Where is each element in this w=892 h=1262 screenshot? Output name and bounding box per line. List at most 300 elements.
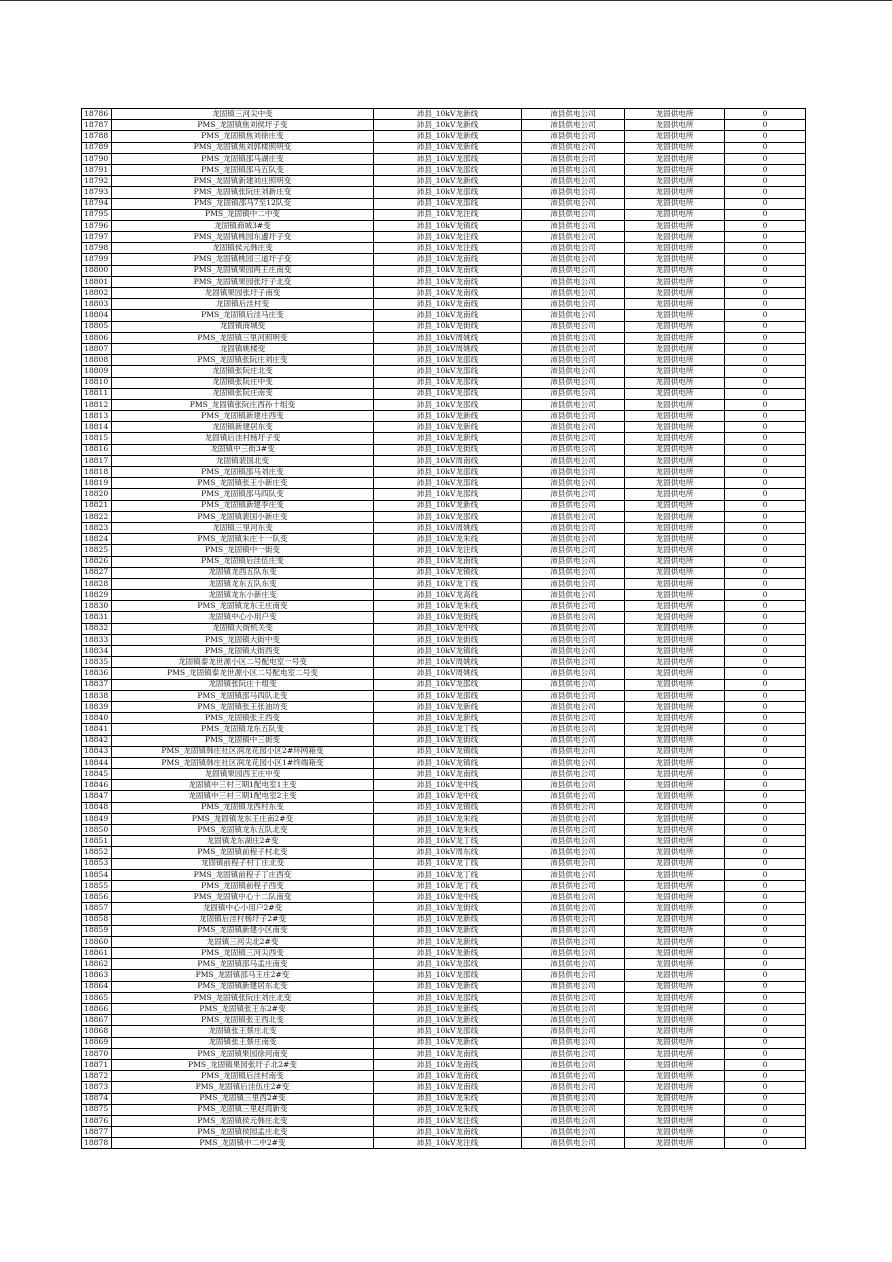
table-row xyxy=(82,634,806,645)
transformer-name-cell: 龙固镇张阮庄十组变 xyxy=(112,679,374,690)
transformer-name-cell: 龙固镇张王蔡庄北变 xyxy=(112,1026,374,1037)
value-cell: 0 xyxy=(725,556,806,567)
row-id-cell: 18812 xyxy=(82,399,112,410)
row-id-cell: 18819 xyxy=(82,478,112,489)
company-cell: 沛县供电公司 xyxy=(522,109,625,120)
office-cell: 龙固供电所 xyxy=(625,623,725,634)
row-id-cell: 18834 xyxy=(82,646,112,657)
table-row xyxy=(82,500,806,511)
feeder-line-cell: 沛县_10kV龙新线 xyxy=(374,411,522,422)
office-cell: 龙固供电所 xyxy=(625,299,725,310)
row-id-cell: 18866 xyxy=(82,1004,112,1015)
company-cell: 沛县供电公司 xyxy=(522,836,625,847)
row-id-cell: 18827 xyxy=(82,567,112,578)
company-cell: 沛县供电公司 xyxy=(522,880,625,891)
value-cell: 0 xyxy=(725,198,806,209)
row-id-cell: 18867 xyxy=(82,1015,112,1026)
value-cell: 0 xyxy=(725,1026,806,1037)
row-id-cell: 18858 xyxy=(82,914,112,925)
office-cell: 龙固供电所 xyxy=(625,679,725,690)
value-cell: 0 xyxy=(725,836,806,847)
transformer-name-cell: PMS_龙固镇后洼伍庄变 xyxy=(112,556,374,567)
company-cell: 沛县供电公司 xyxy=(522,276,625,287)
feeder-line-cell: 沛县_10kV龙邵线 xyxy=(374,366,522,377)
feeder-line-cell: 沛县_10kV龙邵线 xyxy=(374,489,522,500)
transformer-name-cell: PMS_龙固镇中心十二队南变 xyxy=(112,892,374,903)
transformer-name-cell: 龙固镇商城变 xyxy=(112,321,374,332)
value-cell: 0 xyxy=(725,679,806,690)
feeder-line-cell: 沛县_10kV龙邵线 xyxy=(374,970,522,981)
table-row xyxy=(82,780,806,791)
office-cell: 龙固供电所 xyxy=(625,209,725,220)
row-id-cell: 18837 xyxy=(82,679,112,690)
row-id-cell: 18870 xyxy=(82,1048,112,1059)
row-id-cell: 18876 xyxy=(82,1115,112,1126)
transformer-name-cell: 龙固镇后洼村变 xyxy=(112,299,374,310)
row-id-cell: 18811 xyxy=(82,388,112,399)
table-row xyxy=(82,332,806,343)
row-id-cell: 18844 xyxy=(82,757,112,768)
table-row xyxy=(82,220,806,231)
feeder-line-cell: 沛县_10kV龙邵线 xyxy=(374,164,522,175)
office-cell: 龙固供电所 xyxy=(625,411,725,422)
transformer-name-cell: PMS_龙固镇龙西村东变 xyxy=(112,802,374,813)
value-cell: 0 xyxy=(725,769,806,780)
transformer-name-cell: PMS_龙固镇果园张圩子北2#变 xyxy=(112,1059,374,1070)
office-cell: 龙固供电所 xyxy=(625,701,725,712)
company-cell: 沛县供电公司 xyxy=(522,746,625,757)
office-cell: 龙固供电所 xyxy=(625,556,725,567)
feeder-line-cell: 沛县_10kV龙新线 xyxy=(374,1004,522,1015)
table-row xyxy=(82,444,806,455)
feeder-line-cell: 沛县_10kV龙镇线 xyxy=(374,802,522,813)
company-cell: 沛县供电公司 xyxy=(522,679,625,690)
row-id-cell: 18791 xyxy=(82,164,112,175)
value-cell: 0 xyxy=(725,1037,806,1048)
value-cell: 0 xyxy=(725,455,806,466)
company-cell: 沛县供电公司 xyxy=(522,332,625,343)
row-id-cell: 18859 xyxy=(82,925,112,936)
company-cell: 沛县供电公司 xyxy=(522,164,625,175)
value-cell: 0 xyxy=(725,355,806,366)
table-row xyxy=(82,668,806,679)
feeder-line-cell: 沛县_10kV龙南线 xyxy=(374,1082,522,1093)
value-cell: 0 xyxy=(725,422,806,433)
office-cell: 龙固供电所 xyxy=(625,802,725,813)
value-cell: 0 xyxy=(725,511,806,522)
office-cell: 龙固供电所 xyxy=(625,310,725,321)
value-cell: 0 xyxy=(725,411,806,422)
feeder-line-cell: 沛县_10kV龙新线 xyxy=(374,936,522,947)
office-cell: 龙固供电所 xyxy=(625,1026,725,1037)
table-row xyxy=(82,925,806,936)
transformer-name-cell: 龙固镇姚楼变 xyxy=(112,343,374,354)
feeder-line-cell: 沛县_10kV周姚线 xyxy=(374,668,522,679)
row-id-cell: 18829 xyxy=(82,590,112,601)
row-id-cell: 18804 xyxy=(82,310,112,321)
office-cell: 龙固供电所 xyxy=(625,724,725,735)
company-cell: 沛县供电公司 xyxy=(522,254,625,265)
value-cell: 0 xyxy=(725,310,806,321)
value-cell: 0 xyxy=(725,534,806,545)
office-cell: 龙固供电所 xyxy=(625,276,725,287)
row-id-cell: 18799 xyxy=(82,254,112,265)
transformer-name-cell: 龙固镇张王蔡庄南变 xyxy=(112,1037,374,1048)
feeder-line-cell: 沛县_10kV龙邵线 xyxy=(374,478,522,489)
table-row xyxy=(82,735,806,746)
transformer-name-cell: PMS_龙固镇新建居东北变 xyxy=(112,981,374,992)
office-cell: 龙固供电所 xyxy=(625,321,725,332)
row-id-cell: 18847 xyxy=(82,791,112,802)
table-row xyxy=(82,265,806,276)
feeder-line-cell: 沛县_10kV龙注线 xyxy=(374,1115,522,1126)
table-row xyxy=(82,1138,806,1149)
transformer-name-cell: PMS_龙固镇龙东王庄南2#变 xyxy=(112,813,374,824)
table-row xyxy=(82,1048,806,1059)
office-cell: 龙固供电所 xyxy=(625,1104,725,1115)
transformer-name-cell: PMS_龙固镇前程子丁庄西变 xyxy=(112,869,374,880)
company-cell: 沛县供电公司 xyxy=(522,433,625,444)
transformer-name-cell: PMS_龙固镇中二中变 xyxy=(112,209,374,220)
table-row xyxy=(82,467,806,478)
company-cell: 沛县供电公司 xyxy=(522,948,625,959)
company-cell: 沛县供电公司 xyxy=(522,131,625,142)
table-row xyxy=(82,690,806,701)
office-cell: 龙固供电所 xyxy=(625,959,725,970)
office-cell: 龙固供电所 xyxy=(625,757,725,768)
office-cell: 龙固供电所 xyxy=(625,1138,725,1149)
table-row xyxy=(82,422,806,433)
company-cell: 沛县供电公司 xyxy=(522,388,625,399)
office-cell: 龙固供电所 xyxy=(625,500,725,511)
table-row xyxy=(82,869,806,880)
value-cell: 0 xyxy=(725,578,806,589)
company-cell: 沛县供电公司 xyxy=(522,825,625,836)
value-cell: 0 xyxy=(725,1015,806,1026)
office-cell: 龙固供电所 xyxy=(625,668,725,679)
company-cell: 沛县供电公司 xyxy=(522,1071,625,1082)
office-cell: 龙固供电所 xyxy=(625,254,725,265)
transformer-name-cell: 龙固镇泰龙世源小区二号配电室一号变 xyxy=(112,657,374,668)
office-cell: 龙固供电所 xyxy=(625,1071,725,1082)
feeder-line-cell: 沛县_10kV龙注线 xyxy=(374,1138,522,1149)
company-cell: 沛县供电公司 xyxy=(522,511,625,522)
substation-table xyxy=(81,108,806,1149)
transformer-name-cell: PMS_龙固镇新建庄西变 xyxy=(112,411,374,422)
feeder-line-cell: 沛县_10kV龙邵线 xyxy=(374,377,522,388)
transformer-name-cell: PMS_龙固镇三里赵湾新变 xyxy=(112,1104,374,1115)
office-cell: 龙固供电所 xyxy=(625,198,725,209)
value-cell: 0 xyxy=(725,892,806,903)
office-cell: 龙固供电所 xyxy=(625,634,725,645)
row-id-cell: 18792 xyxy=(82,176,112,187)
company-cell: 沛县供电公司 xyxy=(522,802,625,813)
value-cell: 0 xyxy=(725,332,806,343)
row-id-cell: 18790 xyxy=(82,153,112,164)
transformer-name-cell: PMS_龙固镇张王东2#变 xyxy=(112,1004,374,1015)
row-id-cell: 18814 xyxy=(82,422,112,433)
row-id-cell: 18816 xyxy=(82,444,112,455)
row-id-cell: 18864 xyxy=(82,981,112,992)
row-id-cell: 18855 xyxy=(82,880,112,891)
office-cell: 龙固供电所 xyxy=(625,142,725,153)
row-id-cell: 18803 xyxy=(82,299,112,310)
row-id-cell: 18878 xyxy=(82,1138,112,1149)
feeder-line-cell: 沛县_10kV龙新线 xyxy=(374,500,522,511)
company-cell: 沛县供电公司 xyxy=(522,1093,625,1104)
row-id-cell: 18873 xyxy=(82,1082,112,1093)
table-row xyxy=(82,646,806,657)
company-cell: 沛县供电公司 xyxy=(522,657,625,668)
company-cell: 沛县供电公司 xyxy=(522,612,625,623)
table-row xyxy=(82,713,806,724)
feeder-line-cell: 沛县_10kV龙街线 xyxy=(374,612,522,623)
row-id-cell: 18857 xyxy=(82,903,112,914)
transformer-name-cell: 龙固镇三河尖中变 xyxy=(112,109,374,120)
table-row xyxy=(82,1082,806,1093)
company-cell: 沛县供电公司 xyxy=(522,176,625,187)
transformer-name-cell: PMS_龙固镇新建刘庄照明变 xyxy=(112,176,374,187)
value-cell: 0 xyxy=(725,948,806,959)
table-row xyxy=(82,545,806,556)
office-cell: 龙固供电所 xyxy=(625,377,725,388)
office-cell: 龙固供电所 xyxy=(625,176,725,187)
value-cell: 0 xyxy=(725,399,806,410)
table-row xyxy=(82,992,806,1003)
transformer-name-cell: PMS_龙固镇中二中2#变 xyxy=(112,1138,374,1149)
company-cell: 沛县供电公司 xyxy=(522,489,625,500)
row-id-cell: 18794 xyxy=(82,198,112,209)
company-cell: 沛县供电公司 xyxy=(522,780,625,791)
office-cell: 龙固供电所 xyxy=(625,332,725,343)
row-id-cell: 18823 xyxy=(82,522,112,533)
value-cell: 0 xyxy=(725,321,806,332)
company-cell: 沛县供电公司 xyxy=(522,992,625,1003)
row-id-cell: 18786 xyxy=(82,109,112,120)
company-cell: 沛县供电公司 xyxy=(522,713,625,724)
feeder-line-cell: 沛县_10kV龙新线 xyxy=(374,120,522,131)
feeder-line-cell: 沛县_10kV龙新线 xyxy=(374,131,522,142)
table-row xyxy=(82,411,806,422)
feeder-line-cell: 沛县_10kV龙南线 xyxy=(374,769,522,780)
table-row xyxy=(82,299,806,310)
table-row xyxy=(82,142,806,153)
office-cell: 龙固供电所 xyxy=(625,444,725,455)
transformer-name-cell: PMS_龙固镇朱庄十一队变 xyxy=(112,534,374,545)
transformer-name-cell: PMS_龙固镇果园两王庄南变 xyxy=(112,265,374,276)
table-row xyxy=(82,109,806,120)
feeder-line-cell: 沛县_10kV龙邵线 xyxy=(374,399,522,410)
feeder-line-cell: 沛县_10kV周姚线 xyxy=(374,657,522,668)
company-cell: 沛县供电公司 xyxy=(522,858,625,869)
feeder-line-cell: 沛县_10kV龙朱线 xyxy=(374,1104,522,1115)
feeder-line-cell: 沛县_10kV龙中线 xyxy=(374,791,522,802)
feeder-line-cell: 沛县_10kV龙新线 xyxy=(374,433,522,444)
company-cell: 沛县供电公司 xyxy=(522,847,625,858)
feeder-line-cell: 沛县_10kV龙朱线 xyxy=(374,825,522,836)
value-cell: 0 xyxy=(725,220,806,231)
row-id-cell: 18821 xyxy=(82,500,112,511)
feeder-line-cell: 沛县_10kV龙丁线 xyxy=(374,724,522,735)
transformer-name-cell: PMS_龙固镇中三街变 xyxy=(112,735,374,746)
transformer-name-cell: PMS_龙固镇邵马四队变 xyxy=(112,489,374,500)
company-cell: 沛县供电公司 xyxy=(522,500,625,511)
value-cell: 0 xyxy=(725,377,806,388)
table-row xyxy=(82,959,806,970)
feeder-line-cell: 沛县_10kV龙丁线 xyxy=(374,578,522,589)
table-row xyxy=(82,321,806,332)
company-cell: 沛县供电公司 xyxy=(522,1104,625,1115)
feeder-line-cell: 沛县_10kV周姚线 xyxy=(374,343,522,354)
company-cell: 沛县供电公司 xyxy=(522,668,625,679)
row-id-cell: 18874 xyxy=(82,1093,112,1104)
table-row xyxy=(82,567,806,578)
transformer-name-cell: 龙固镇新建居东变 xyxy=(112,422,374,433)
value-cell: 0 xyxy=(725,444,806,455)
table-row xyxy=(82,399,806,410)
row-id-cell: 18836 xyxy=(82,668,112,679)
office-cell: 龙固供电所 xyxy=(625,769,725,780)
feeder-line-cell: 沛县_10kV龙南线 xyxy=(374,276,522,287)
table-row xyxy=(82,601,806,612)
table-row xyxy=(82,836,806,847)
value-cell: 0 xyxy=(725,276,806,287)
row-id-cell: 18810 xyxy=(82,377,112,388)
office-cell: 龙固供电所 xyxy=(625,825,725,836)
value-cell: 0 xyxy=(725,970,806,981)
value-cell: 0 xyxy=(725,109,806,120)
feeder-line-cell: 沛县_10kV龙注线 xyxy=(374,243,522,254)
transformer-name-cell: PMS_龙固镇裴国小新庄变 xyxy=(112,511,374,522)
office-cell: 龙固供电所 xyxy=(625,1037,725,1048)
feeder-line-cell: 沛县_10kV龙南线 xyxy=(374,1127,522,1138)
company-cell: 沛县供电公司 xyxy=(522,478,625,489)
feeder-line-cell: 沛县_10kV龙中线 xyxy=(374,780,522,791)
company-cell: 沛县供电公司 xyxy=(522,1026,625,1037)
feeder-line-cell: 沛县_10kV龙街线 xyxy=(374,444,522,455)
company-cell: 沛县供电公司 xyxy=(522,366,625,377)
company-cell: 沛县供电公司 xyxy=(522,590,625,601)
row-id-cell: 18849 xyxy=(82,813,112,824)
table-row xyxy=(82,433,806,444)
office-cell: 龙固供电所 xyxy=(625,343,725,354)
feeder-line-cell: 沛县_10kV龙新线 xyxy=(374,981,522,992)
value-cell: 0 xyxy=(725,959,806,970)
office-cell: 龙固供电所 xyxy=(625,869,725,880)
feeder-line-cell: 沛县_10kV龙注线 xyxy=(374,545,522,556)
value-cell: 0 xyxy=(725,646,806,657)
transformer-name-cell: 龙固镇大街机关变 xyxy=(112,623,374,634)
table-row xyxy=(82,310,806,321)
table-row xyxy=(82,1059,806,1070)
table-row xyxy=(82,612,806,623)
company-cell: 沛县供电公司 xyxy=(522,1127,625,1138)
value-cell: 0 xyxy=(725,936,806,947)
row-id-cell: 18848 xyxy=(82,802,112,813)
value-cell: 0 xyxy=(725,791,806,802)
row-id-cell: 18877 xyxy=(82,1127,112,1138)
table-row xyxy=(82,1004,806,1015)
office-cell: 龙固供电所 xyxy=(625,366,725,377)
office-cell: 龙固供电所 xyxy=(625,1059,725,1070)
table-row xyxy=(82,366,806,377)
row-id-cell: 18865 xyxy=(82,992,112,1003)
feeder-line-cell: 沛县_10kV龙邵线 xyxy=(374,992,522,1003)
table-row xyxy=(82,791,806,802)
office-cell: 龙固供电所 xyxy=(625,836,725,847)
feeder-line-cell: 沛县_10kV龙镇线 xyxy=(374,567,522,578)
value-cell: 0 xyxy=(725,243,806,254)
value-cell: 0 xyxy=(725,567,806,578)
transformer-name-cell: PMS_龙固镇大街中变 xyxy=(112,634,374,645)
feeder-line-cell: 沛县_10kV龙新线 xyxy=(374,1037,522,1048)
transformer-name-cell: PMS_龙固镇张阮庄刘庄变 xyxy=(112,355,374,366)
company-cell: 沛县供电公司 xyxy=(522,601,625,612)
value-cell: 0 xyxy=(725,612,806,623)
transformer-name-cell: PMS_龙固镇韩庄社区润龙花园小区2#环网箱变 xyxy=(112,746,374,757)
transformer-name-cell: PMS_龙固镇侯园孟庄北变 xyxy=(112,1127,374,1138)
row-id-cell: 18850 xyxy=(82,825,112,836)
row-id-cell: 18798 xyxy=(82,243,112,254)
feeder-line-cell: 沛县_10kV龙新线 xyxy=(374,1015,522,1026)
office-cell: 龙固供电所 xyxy=(625,690,725,701)
value-cell: 0 xyxy=(725,164,806,175)
row-id-cell: 18842 xyxy=(82,735,112,746)
transformer-name-cell: PMS_龙固镇桃园三道圩子变 xyxy=(112,254,374,265)
transformer-name-cell: 龙固镇中心小用户变 xyxy=(112,612,374,623)
table-row xyxy=(82,769,806,780)
feeder-line-cell: 沛县_10kV龙南线 xyxy=(374,310,522,321)
office-cell: 龙固供电所 xyxy=(625,1048,725,1059)
office-cell: 龙固供电所 xyxy=(625,948,725,959)
company-cell: 沛县供电公司 xyxy=(522,914,625,925)
table-row xyxy=(82,511,806,522)
row-id-cell: 18787 xyxy=(82,120,112,131)
table-row xyxy=(82,254,806,265)
table-row xyxy=(82,455,806,466)
feeder-line-cell: 沛县_10kV龙朱线 xyxy=(374,534,522,545)
row-id-cell: 18825 xyxy=(82,545,112,556)
table-row xyxy=(82,914,806,925)
feeder-line-cell: 沛县_10kV龙注线 xyxy=(374,209,522,220)
feeder-line-cell: 沛县_10kV龙新线 xyxy=(374,713,522,724)
table-row xyxy=(82,892,806,903)
company-cell: 沛县供电公司 xyxy=(522,892,625,903)
value-cell: 0 xyxy=(725,690,806,701)
table-row xyxy=(82,131,806,142)
transformer-name-cell: 龙固镇果园西王庄中变 xyxy=(112,769,374,780)
office-cell: 龙固供电所 xyxy=(625,925,725,936)
table-row xyxy=(82,1093,806,1104)
value-cell: 0 xyxy=(725,1127,806,1138)
row-id-cell: 18788 xyxy=(82,131,112,142)
company-cell: 沛县供电公司 xyxy=(522,578,625,589)
company-cell: 沛县供电公司 xyxy=(522,142,625,153)
office-cell: 龙固供电所 xyxy=(625,534,725,545)
feeder-line-cell: 沛县_10kV龙丁线 xyxy=(374,869,522,880)
feeder-line-cell: 沛县_10kV龙邵线 xyxy=(374,187,522,198)
feeder-line-cell: 沛县_10kV龙高线 xyxy=(374,590,522,601)
company-cell: 沛县供电公司 xyxy=(522,567,625,578)
transformer-name-cell: 龙固镇中三村三期1配电室1主变 xyxy=(112,780,374,791)
value-cell: 0 xyxy=(725,757,806,768)
value-cell: 0 xyxy=(725,1138,806,1149)
feeder-line-cell: 沛县_10kV龙南线 xyxy=(374,288,522,299)
value-cell: 0 xyxy=(725,713,806,724)
table-row xyxy=(82,590,806,601)
table-row xyxy=(82,209,806,220)
company-cell: 沛县供电公司 xyxy=(522,1138,625,1149)
